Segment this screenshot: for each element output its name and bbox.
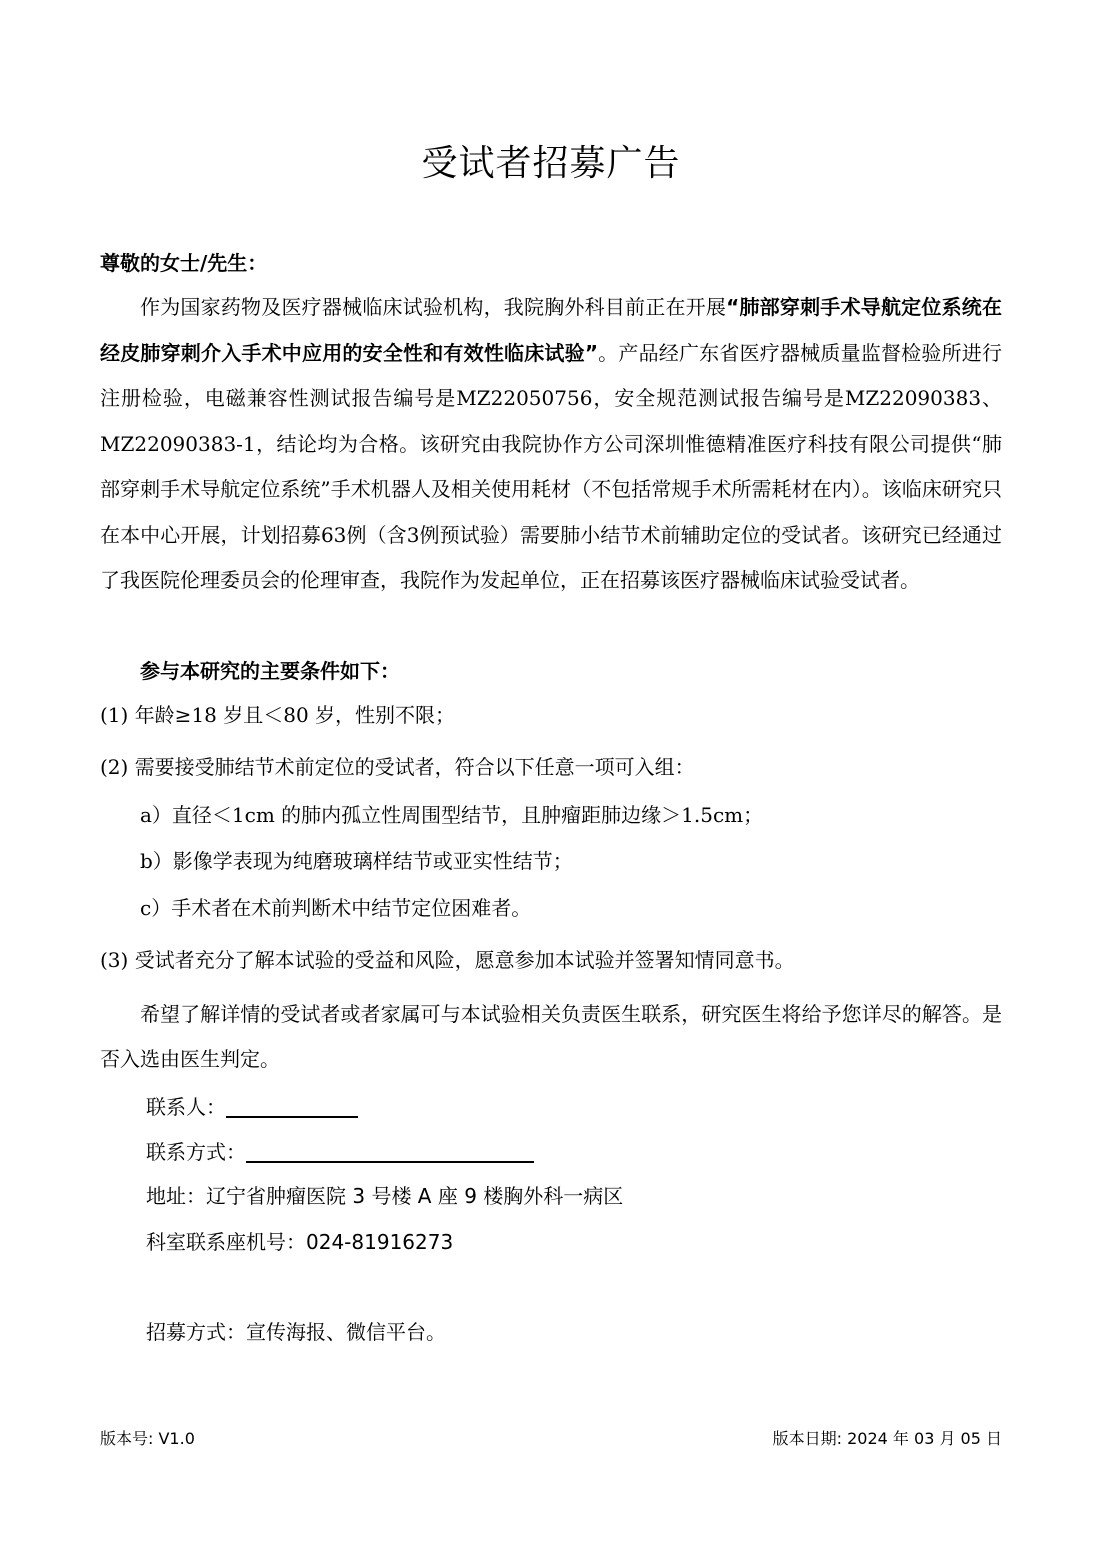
intro-paragraph (100, 285, 1002, 604)
salutation: 尊敬的女士/先生： (100, 251, 268, 275)
intro-lead: 作为国家药物及医疗器械临床试验机构，我院胸外科目前正在开展 (140, 295, 727, 319)
condition-2: (2) 需要接受肺结节术前定位的受试者，符合以下任意一项可入组： (100, 755, 695, 779)
closing-paragraph: 希望了解详情的受试者或者家属可与本试验相关负责医生联系，研究医生将给予您详尽的解答。是否入选由医生判定。 (100, 1002, 1002, 1071)
contact-address: 地址：辽宁省肿瘤医院 3 号楼 A 座 9 楼胸外科一病区 (146, 1184, 624, 1208)
footer-date: 版本日期: 2024 年 03 月 05 日 (772, 1429, 1002, 1448)
contact-method-label: 联系方式： (146, 1140, 246, 1164)
contact-method-blank (246, 1139, 534, 1163)
intro-body: 。产品经广东省医疗器械质量监督检验所进行注册检验，电磁兼容性测试报告编号是MZ22050756，安全规范测试报告编号是MZ22090383、MZ22090383-1，结论均为合格。该研究由我院协作方公司深圳惟德精准医疗科技有限公司提供“肺部穿刺手术导航定位系统”手术机器人及相关使用耗材（不包括常规手术所需耗材在内）。该临床研究只在本中心开展，计划招募63例（含3例预试验）需要肺小结节术前辅助定位的受试者。该研究已经通过了我医院伦理委员会的伦理审查，我院作为发起单位，正在招募该医疗器械临床试验受试者。 (100, 340, 1002, 592)
contact-person-blank (226, 1094, 358, 1118)
footer-version: 版本号: V1.0 (100, 1429, 195, 1448)
condition-3: (3) 受试者充分了解本试验的受益和风险，愿意参加本试验并签署知情同意书。 (100, 948, 795, 972)
conditions-heading: 参与本研究的主要条件如下： (140, 659, 400, 683)
trial-name: “肺部穿刺手术导航定位系统在经皮肺穿刺介入手术中应用的安全性和有效性临床试验” (100, 295, 1002, 365)
page-title: 受试者招募广告 (421, 143, 681, 184)
contact-phone: 科室联系座机号：024-81916273 (146, 1230, 454, 1254)
contact-method-row (146, 1137, 1048, 1167)
condition-2a: a）直径＜1cm 的肺内孤立性周围型结节，且肿瘤距肺边缘＞1.5cm； (140, 803, 764, 827)
condition-2c: c）手术者在术前判断术中结节定位困难者。 (140, 896, 532, 920)
contact-person-row (146, 1092, 1048, 1122)
contact-person-label: 联系人： (146, 1095, 226, 1119)
recruit-method: 招募方式：宣传海报、微信平台。 (146, 1320, 446, 1344)
condition-1: (1) 年龄≥18 岁且＜80 岁，性别不限； (100, 703, 456, 727)
condition-2b: b）影像学表现为纯磨玻璃样结节或亚实性结节； (140, 849, 573, 873)
